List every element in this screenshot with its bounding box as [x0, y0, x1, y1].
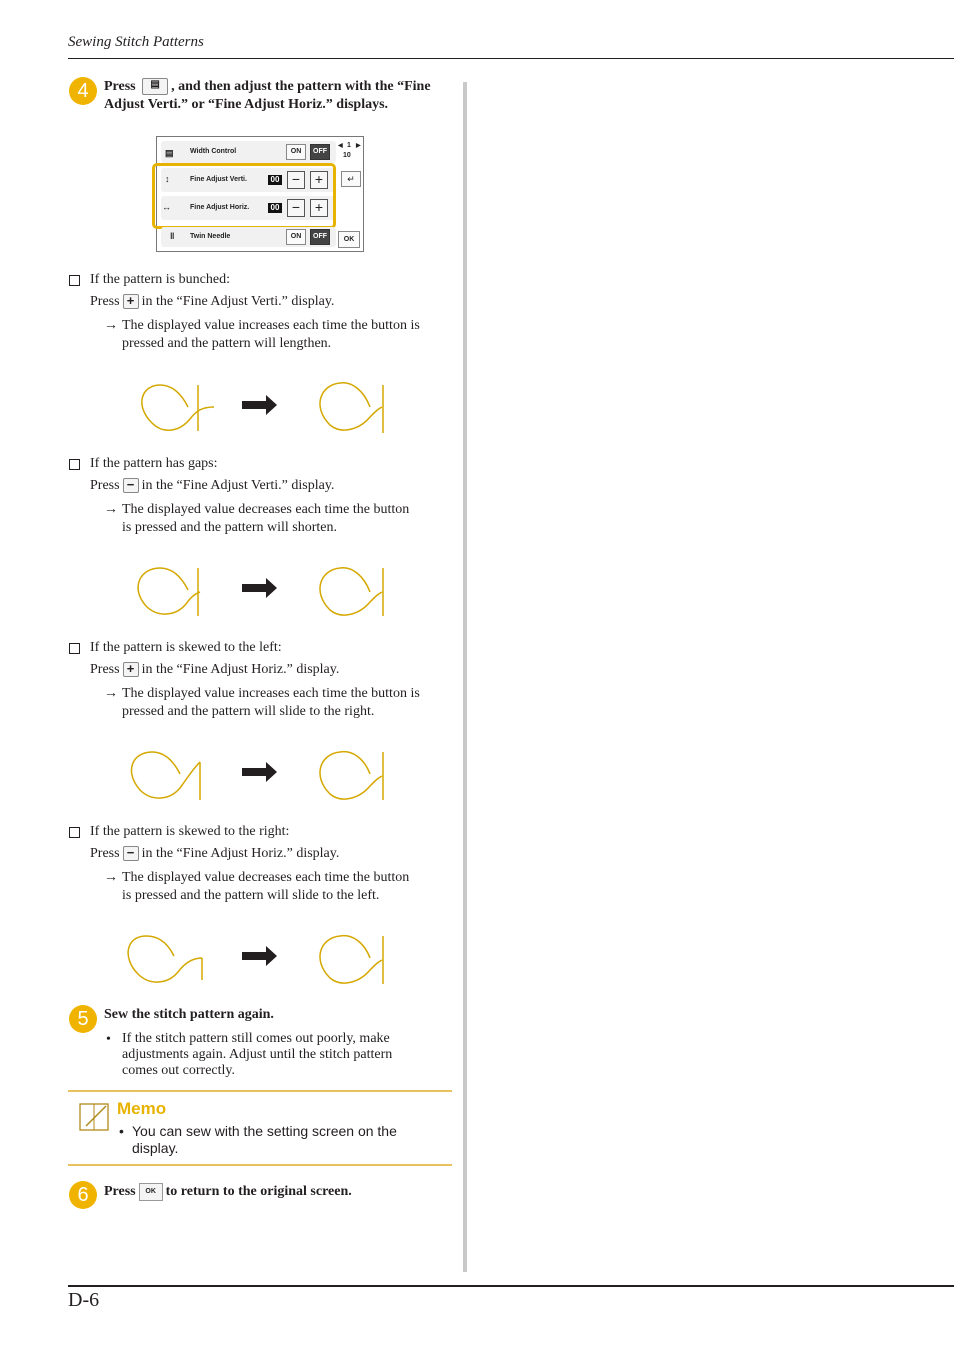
fine-horiz-plus-button[interactable]: +: [310, 199, 328, 217]
case-3-press: [90, 661, 339, 679]
step-6-rest: to return to the original screen.: [165, 1184, 352, 1200]
case-2-result-2: is pressed and the pattern will shorten.: [122, 520, 338, 535]
width-control-label: Width Control: [190, 148, 237, 155]
case-2-press-word: Press: [90, 478, 120, 493]
twin-needle-label: Twin Needle: [190, 233, 231, 240]
case-2-result: [122, 501, 457, 537]
settings-screen: [156, 136, 364, 252]
minus-key-icon: −: [123, 846, 139, 861]
twin-off-button[interactable]: OFF: [310, 229, 330, 245]
checkbox-bullet: [69, 459, 80, 470]
page-number: D-6: [68, 1289, 100, 1311]
footer-rule: [68, 1285, 954, 1287]
document-icon: ▤: [142, 78, 168, 95]
screen-ok-button[interactable]: OK: [338, 231, 360, 248]
running-header: Sewing Stitch Patterns: [68, 34, 204, 50]
memo-text-1: You can sew with the setting screen on the: [132, 1123, 397, 1139]
case-4-condition: If the pattern is skewed to the right:: [90, 824, 290, 839]
checkbox-bullet: [69, 275, 80, 286]
step-4-press: Press: [104, 79, 136, 94]
fine-verti-label: Fine Adjust Verti.: [190, 176, 247, 183]
case-2-illustration: [120, 560, 400, 624]
case-1-press-word: Press: [90, 294, 120, 309]
case-4-result: [122, 869, 457, 905]
page-next-icon[interactable]: ▶: [356, 143, 361, 149]
case-3-result: [122, 685, 457, 721]
case-3-condition: If the pattern is skewed to the left:: [90, 640, 282, 655]
step-6-number: 6: [69, 1181, 97, 1209]
case-3-where: in the “Fine Adjust Horiz.” display.: [141, 662, 340, 677]
horizontal-arrow-icon: ↔: [162, 202, 171, 212]
step-6-press: Press: [104, 1184, 136, 1200]
minus-key-icon: −: [123, 478, 139, 493]
width-off-button[interactable]: OFF: [310, 144, 330, 160]
case-1-where: in the “Fine Adjust Verti.” display.: [141, 294, 335, 309]
case-3-illustration: [120, 744, 400, 808]
case-1-press: [90, 293, 334, 311]
step-5-number: 5: [69, 1005, 97, 1033]
case-2-where: in the “Fine Adjust Verti.” display.: [141, 478, 335, 493]
step-4-text: [104, 78, 454, 114]
memo-bullet: •: [119, 1123, 124, 1139]
page-current: 1: [347, 142, 351, 149]
case-3-arrow: →: [104, 686, 118, 701]
fine-verti-plus-button[interactable]: +: [310, 171, 328, 189]
step-5-title: Sew the stitch pattern again.: [104, 1007, 274, 1022]
case-4-illustration: [120, 928, 400, 992]
plus-key-icon: +: [123, 294, 139, 309]
ok-key-icon: OK: [139, 1183, 163, 1201]
case-3-press-word: Press: [90, 662, 120, 677]
header-rule: [68, 58, 954, 59]
return-icon[interactable]: ↵: [341, 171, 361, 187]
step-5-note: [122, 1031, 457, 1079]
fine-horiz-minus-button[interactable]: −: [287, 199, 305, 217]
page-total: 10: [343, 152, 351, 159]
width-on-button[interactable]: ON: [286, 144, 306, 160]
case-2-press: [90, 477, 334, 495]
case-2-arrow: →: [104, 502, 118, 517]
case-1-condition: If the pattern is bunched:: [90, 272, 230, 287]
case-4-where: in the “Fine Adjust Horiz.” display.: [141, 846, 340, 861]
step-4-line2: Adjust Verti.” or “Fine Adjust Horiz.” displays.: [104, 97, 389, 112]
page-prev-icon[interactable]: ◀: [338, 143, 343, 149]
step-4-rest: , and then adjust the pattern with the “Fine: [171, 79, 431, 94]
step-6-text: [104, 1183, 352, 1201]
width-control-icon: ▤: [165, 148, 174, 158]
case-4-press-word: Press: [90, 846, 120, 861]
case-2-condition: If the pattern has gaps:: [90, 456, 218, 471]
fine-verti-value: 00: [268, 175, 282, 185]
step-5-note-3: comes out correctly.: [122, 1063, 235, 1078]
case-1-result: [122, 317, 457, 353]
memo-text-2: display.: [132, 1140, 179, 1156]
memo-title: Memo: [117, 1099, 167, 1118]
memo-text: [132, 1123, 442, 1157]
memo-bottom-rule: [68, 1164, 452, 1166]
case-4-press: [90, 845, 339, 863]
case-1-illustration: [120, 375, 400, 439]
case-3-result-1: The displayed value increases each time the button is: [122, 686, 420, 701]
checkbox-bullet: [69, 827, 80, 838]
case-3-result-2: pressed and the pattern will slide to the right.: [122, 704, 375, 719]
twin-on-button[interactable]: ON: [286, 229, 306, 245]
case-4-result-2: is pressed and the pattern will slide to the left.: [122, 888, 380, 903]
case-2-result-1: The displayed value decreases each time the button: [122, 502, 410, 517]
step-4-number: 4: [69, 77, 97, 105]
case-4-result-1: The displayed value decreases each time the button: [122, 870, 410, 885]
bullet-dot: •: [106, 1032, 111, 1047]
column-divider: [463, 82, 467, 1272]
case-1-arrow: →: [104, 318, 118, 333]
fine-horiz-label: Fine Adjust Horiz.: [190, 204, 250, 211]
twin-needle-icon: ‖: [170, 231, 175, 241]
case-1-result-1: The displayed value increases each time the button is: [122, 318, 420, 333]
memo-pencil-icon: [78, 1100, 112, 1134]
step-5-note-2: adjustments again. Adjust until the stitch pattern: [122, 1047, 393, 1062]
fine-horiz-value: 00: [268, 203, 282, 213]
checkbox-bullet: [69, 643, 80, 654]
fine-verti-minus-button[interactable]: −: [287, 171, 305, 189]
step-5-note-1: If the stitch pattern still comes out poorly, make: [122, 1031, 390, 1046]
memo-top-rule: [68, 1090, 452, 1092]
case-4-arrow: →: [104, 870, 118, 885]
plus-key-icon: +: [123, 662, 139, 677]
vertical-arrow-icon: ↕: [165, 174, 170, 184]
case-1-result-2: pressed and the pattern will lengthen.: [122, 336, 332, 351]
highlight-frame: [152, 163, 336, 229]
